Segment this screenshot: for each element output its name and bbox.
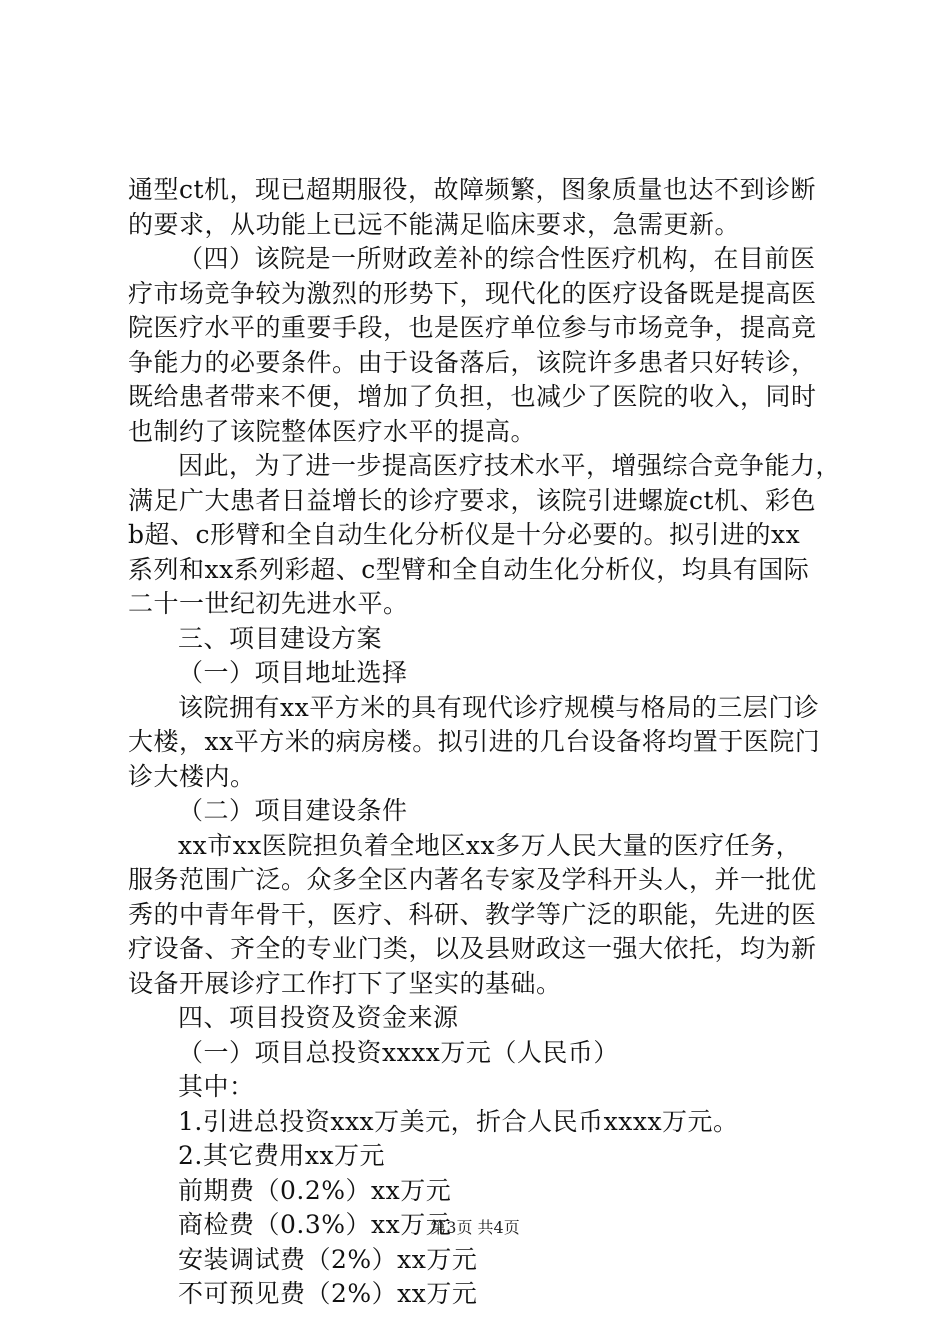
text-line: （一）项目地址选择 (178, 658, 408, 687)
text-line: （一）项目总投资xxxx万元（人民币） (178, 1037, 619, 1067)
text-line: 疗设备、齐全的专业门类，以及县财政这一强大依托，均为新 (128, 934, 817, 963)
text-line: 疗市场竞争较为激烈的形势下，现代化的医疗设备既是提高医 (128, 278, 817, 308)
text-line: 2.其它费用xx万元 (178, 1141, 386, 1170)
text-line: 服务范围广泛。众多全区内著名专家及学科开头人，并一批优 (128, 865, 817, 894)
text-line: 争能力的必要条件。由于设备落后，该院许多患者只好转诊， (128, 347, 817, 377)
text-line: 因此，为了进一步提高医疗技术水平，增强综合竞争能力， (178, 451, 842, 480)
text-line: 秀的中青年骨干，医疗、科研、教学等广泛的职能，先进的医 (128, 899, 817, 929)
text-line: 满足广大患者日益增长的诊疗要求，该院引进螺旋ct机、彩色 (128, 485, 817, 515)
text-line: 的要求，从功能上已远不能满足临床要求，急需更新。 (128, 209, 741, 239)
text-line: （四）该院是一所财政差补的综合性医疗机构，在目前医 (178, 244, 816, 273)
page-footer: 第3页 共4页 (430, 1218, 520, 1237)
text-line: 四、项目投资及资金来源 (178, 1003, 459, 1032)
text-line: xx市xx医院担负着全地区xx多万人民大量的医疗任务， (178, 830, 802, 860)
text-line: 大楼，xx平方米的病房楼。拟引进的几台设备将均置于医院门 (128, 727, 821, 756)
text-line: 通型ct机，现已超期服役，故障频繁，图象质量也达不到诊断 (128, 175, 817, 204)
text-line: 前期费（0.2%）xx万元 (178, 1175, 452, 1205)
text-line: 二十一世纪初先进水平。 (128, 589, 409, 618)
text-line: 该院拥有xx平方米的具有现代诊疗规模与格局的三层门诊 (178, 692, 820, 722)
text-line: 设备开展诊疗工作打下了坚实的基础。 (128, 968, 562, 998)
text-line: b超、c形臂和全自动生化分析仪是十分必要的。拟引进的xx (128, 520, 801, 549)
text-line: 也制约了该院整体医疗水平的提高。 (128, 416, 537, 446)
document-body (128, 173, 842, 1312)
text-line: 既给患者带来不便，增加了负担，也减少了医院的收入，同时 (128, 382, 817, 411)
text-line: 诊大楼内。 (128, 761, 256, 791)
text-line: 其中： (178, 1072, 255, 1101)
text-line: 三、项目建设方案 (178, 623, 383, 653)
text-line: 系列和xx系列彩超、c型臂和全自动生化分析仪，均具有国际 (128, 554, 810, 584)
text-line: 安装调试费（2%）xx万元 (178, 1244, 478, 1274)
text-line: 1.引进总投资xxx万美元，折合人民币xxxx万元。 (178, 1106, 739, 1136)
text-line: 院医疗水平的重要手段，也是医疗单位参与市场竞争，提高竞 (128, 313, 817, 342)
text-line: （二）项目建设条件 (178, 796, 408, 825)
text-line: 不可预见费（2%）xx万元 (178, 1279, 478, 1308)
text-line: 商检费（0.3%）xx万元 (178, 1210, 452, 1239)
